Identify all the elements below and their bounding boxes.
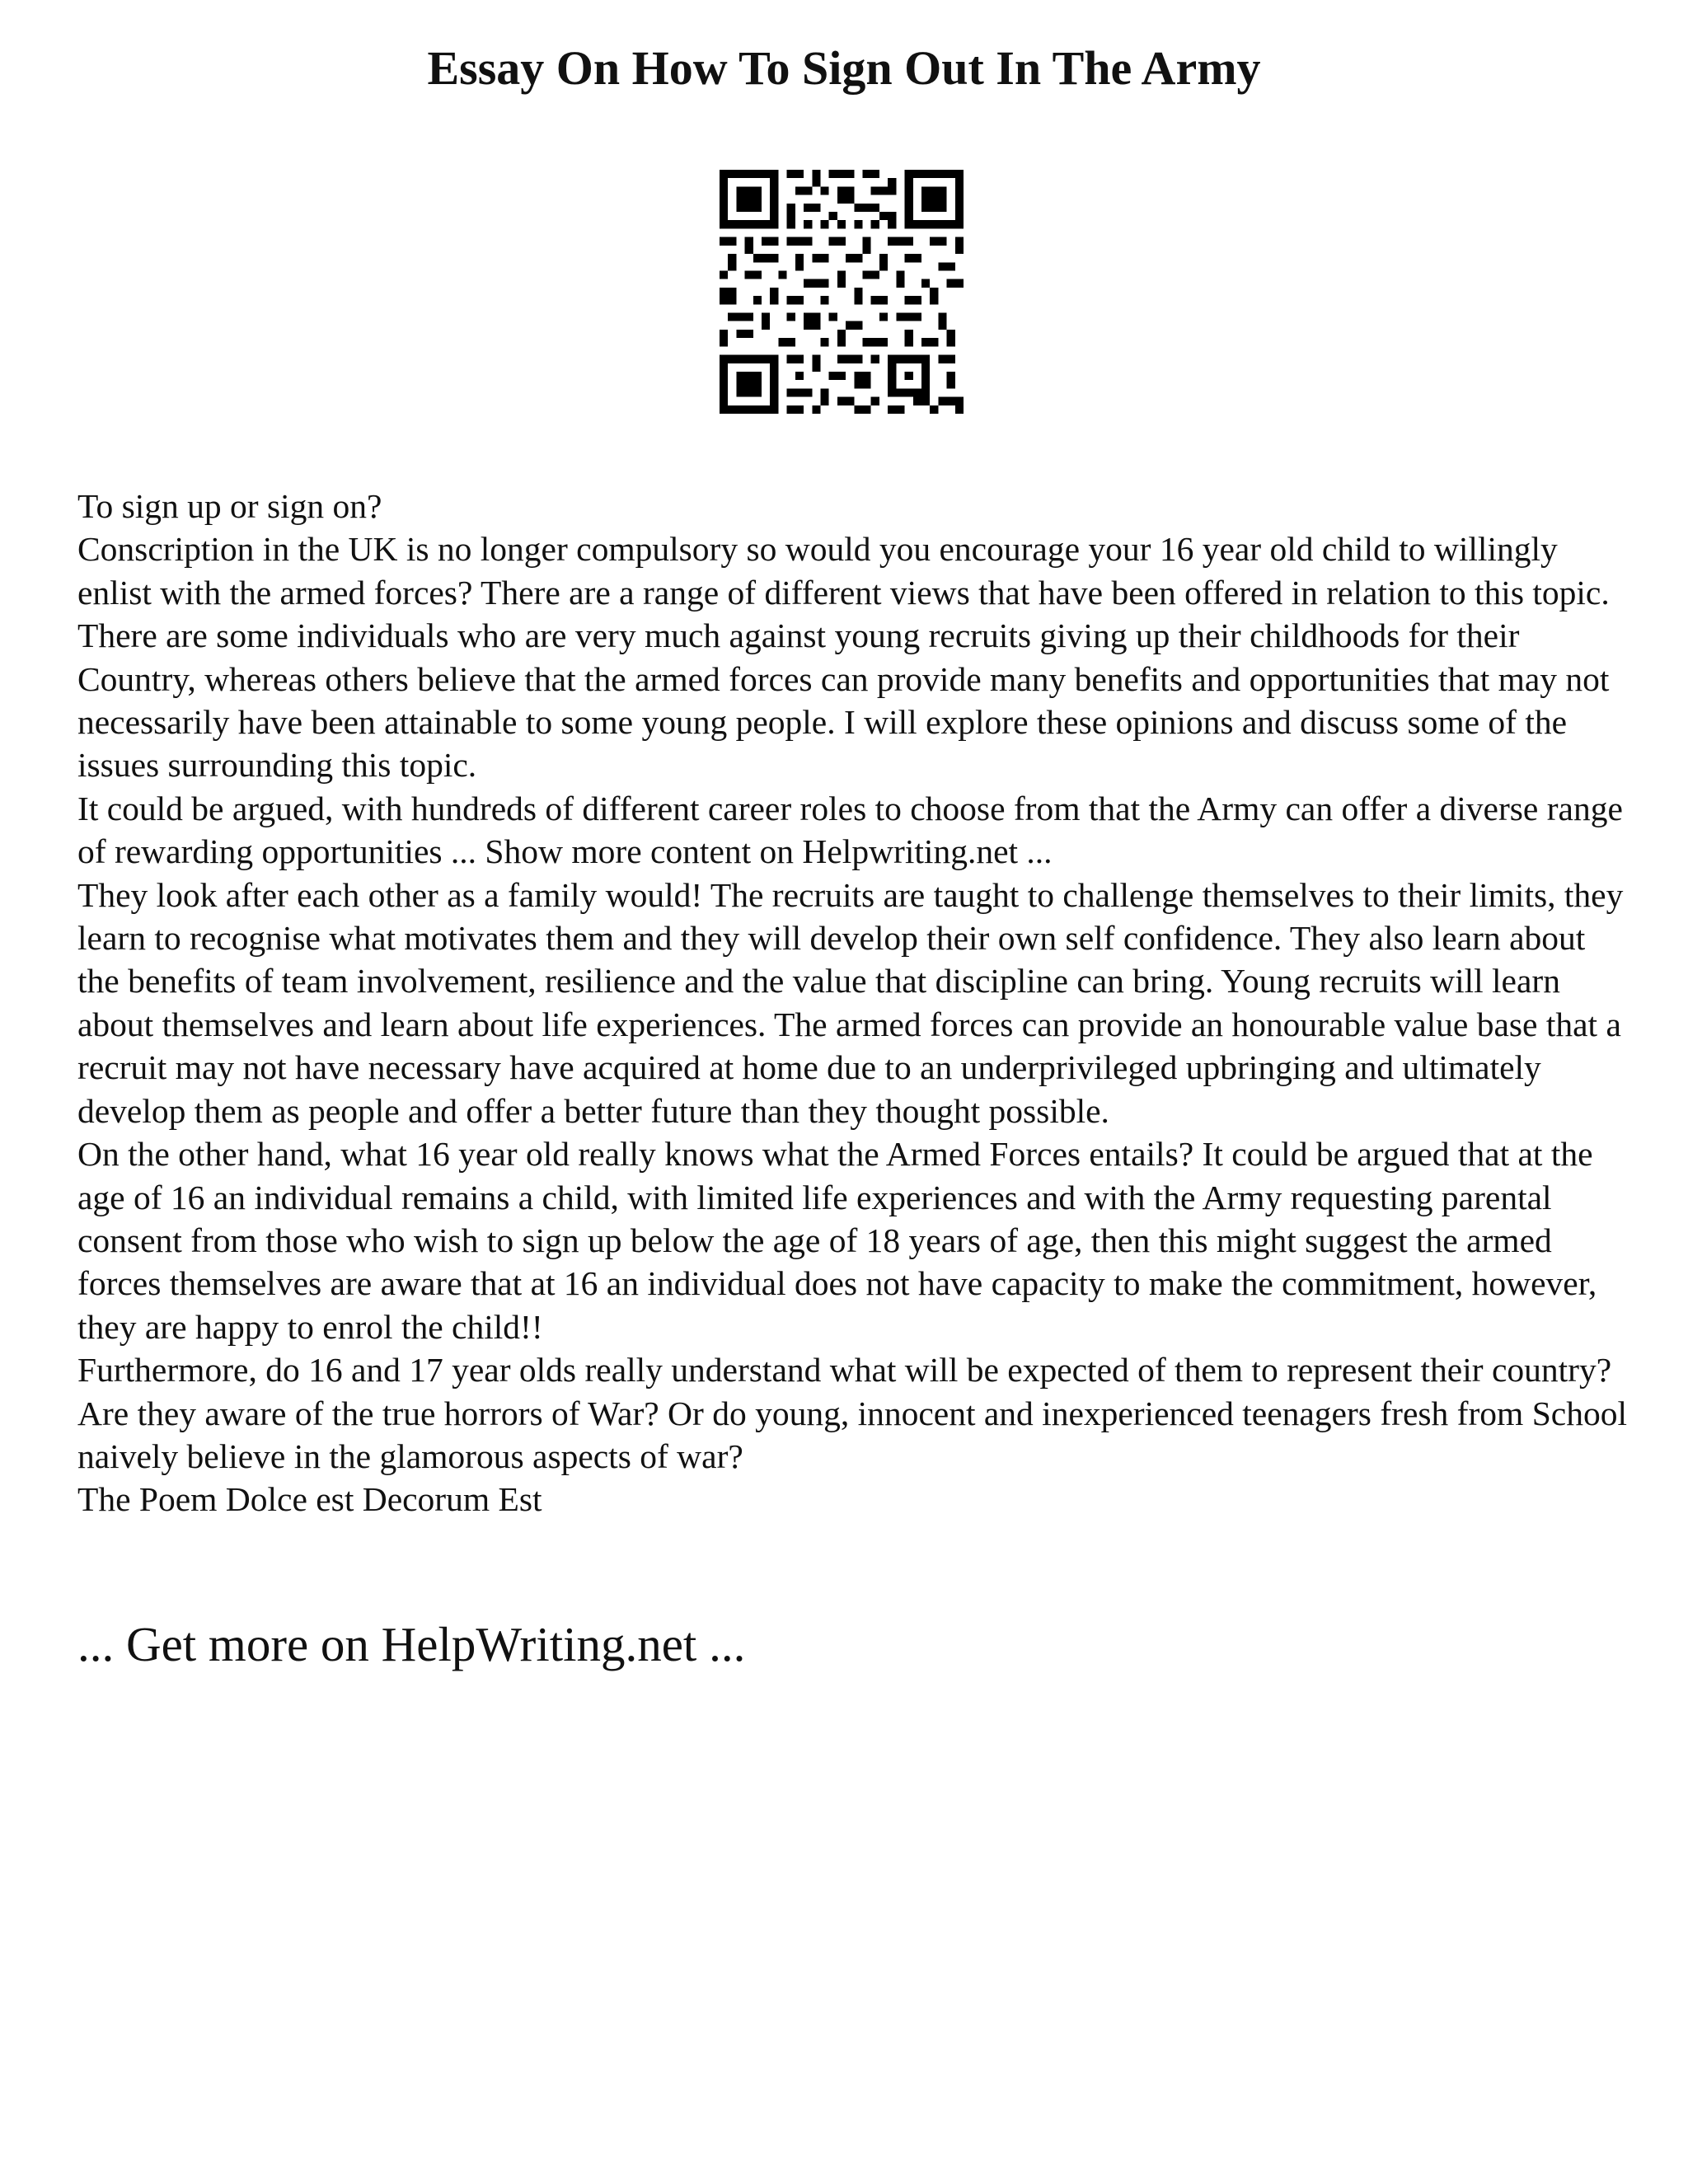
paragraph: Conscription in the UK is no longer compulsory so would you encourage your 16 year old child to willingly enlist with the armed forces? There are a range of different views that have been offered in relation to this topic. There are some individuals who are very much against young recruits giving up their childhoods for their Country, whereas others believe that the armed forces can provide many benefits and opportunities that may not necessarily have been attainable to some young people. I will explore these opinions and discuss some of the issues surrounding this topic.: [77, 530, 1610, 785]
paragraph: It could be argued, with hundreds of different career roles to choose from that the Army can offer a diverse range of rewarding opportunities ... Show more content on Helpwriting.net ...: [77, 789, 1623, 871]
essay-body: [77, 485, 1627, 1521]
document-title: Essay On How To Sign Out In The Army: [427, 41, 1261, 95]
paragraph: To sign up or sign on?: [77, 487, 382, 525]
get-more-link[interactable]: ... Get more on HelpWriting.net ...: [77, 1617, 746, 1671]
paragraph: The Poem Dolce est Decorum Est: [77, 1480, 542, 1519]
qr-code-icon: [720, 170, 964, 414]
paragraph: They look after each other as a family would! The recruits are taught to challenge themselves to their limits, they learn to recognise what motivates them and they will develop their own self confidence. They also learn about the benefits of team involvement, resilience and the value that discipline can bring. Young recruits will learn about themselves and learn about life experiences. The armed forces can provide an honourable value base that a recruit may not have necessary have acquired at home due to an underprivileged upbringing and ultimately develop them as people and offer a better future than they thought possible.: [77, 875, 1624, 1130]
paragraph: On the other hand, what 16 year old really knows what the Armed Forces entails? It could be argued that at the age of 16 an individual remains a child, with limited life experiences and with the Army requesting parental consent from those who wish to sign up below the age of 18 years of age, then this might suggest the armed forces themselves are aware that at 16 an individual does not have capacity to make the commitment, however, they are happy to enrol the child!!: [77, 1135, 1597, 1346]
paragraph: Furthermore, do 16 and 17 year olds really understand what will be expected of them to represent their country? Are they aware of the true horrors of War? Or do young, innocent and inexperienced teenagers fresh from School naively believe in the glamorous aspects of war?: [77, 1351, 1627, 1475]
